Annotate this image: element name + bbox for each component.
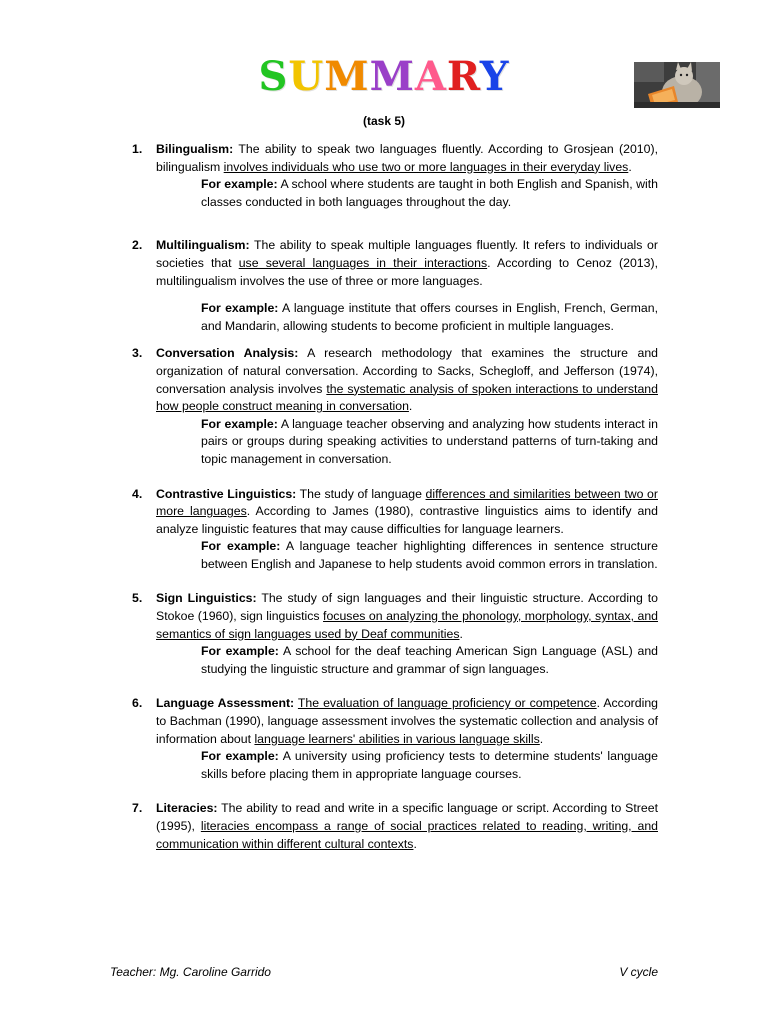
term: Language Assessment: bbox=[156, 696, 295, 711]
definition bbox=[156, 237, 658, 290]
cat-reading-illustration bbox=[634, 62, 720, 108]
term: Literacies: bbox=[156, 801, 218, 816]
item-number: 4. bbox=[132, 486, 143, 501]
example bbox=[201, 416, 658, 469]
cat-reading-photo bbox=[634, 62, 720, 108]
definition-text: The study of sign languages and their linguistic structure. According to Stokoe (1960), sign linguistics bbox=[156, 591, 658, 624]
title-letter: R bbox=[446, 53, 480, 100]
item-number: 2. bbox=[132, 238, 143, 253]
list-item-sign-linguistics bbox=[110, 590, 658, 678]
definition-text: The study of language bbox=[296, 486, 426, 501]
term: Conversation Analysis: bbox=[156, 346, 299, 361]
term: Bilingualism: bbox=[156, 142, 234, 156]
definition-text: The ability to read and write in a specific language or script. According to Street (1995), bbox=[156, 801, 658, 833]
list-item-contrastive-linguistics bbox=[110, 486, 658, 574]
underlined-text: literacies encompass a range of social practices related to reading, writing, and communication within different cultural contexts bbox=[156, 819, 658, 851]
underlined-text: differences and similarities between two or more languages bbox=[156, 486, 658, 519]
title-letter: A bbox=[414, 53, 447, 100]
example-text: A language teacher observing and analyzing how students interact in pairs or groups during speaking activities to understand patterns of turn-taking and topic management in conversation. bbox=[201, 416, 658, 466]
underlined-text: The evaluation of language proficiency or competence bbox=[297, 696, 597, 711]
example-label: For example: bbox=[201, 416, 278, 431]
item-number: 5. bbox=[132, 591, 143, 606]
example-text: A university using proficiency tests to determine students' language skills before placing them in appropriate language courses. bbox=[201, 749, 658, 781]
definition-text: . bbox=[628, 159, 632, 174]
subtitle: (task 5) bbox=[362, 114, 406, 128]
definition-text: A research methodology that examines the structure and organization of natural conversation. According to Sacks, Schegloff, and Jefferson (1974), conversation analysis involves bbox=[156, 346, 658, 396]
example-text: A school for the deaf teaching American Sign Language (ASL) and studying the linguistic structure and grammar of sign languages. bbox=[201, 644, 659, 676]
teacher-name: Teacher: Mg. Caroline Garrido bbox=[110, 965, 271, 979]
underlined-text: use several languages in their interactions bbox=[238, 255, 488, 270]
example-label: For example: bbox=[201, 644, 279, 659]
definition-text: . According to Cenoz (2013), multilingualism involves the use of three or more languages. bbox=[156, 255, 658, 288]
term: Sign Linguistics: bbox=[156, 591, 257, 606]
example bbox=[201, 176, 658, 211]
term: Contrastive Linguistics: bbox=[156, 486, 297, 501]
definition-text: . bbox=[459, 626, 463, 641]
list-item-bilingualism bbox=[110, 141, 658, 211]
title-letter: S bbox=[258, 53, 289, 100]
title-letter: Y bbox=[479, 53, 510, 100]
example bbox=[201, 538, 658, 573]
example-label: For example: bbox=[201, 749, 279, 764]
example-text: A language teacher highlighting differences in sentence structure between English and Japanese to help students avoid common errors in translation. bbox=[201, 539, 658, 571]
definition bbox=[156, 486, 658, 539]
underlined-text: the systematic analysis of spoken interactions to understand how people construct meaning in conversation bbox=[156, 381, 658, 414]
cycle-label: V cycle bbox=[619, 965, 658, 979]
underlined-text: language learners' abilities in various language skills bbox=[254, 731, 540, 746]
definition bbox=[156, 800, 658, 853]
title-letter: M bbox=[369, 53, 415, 100]
example bbox=[201, 643, 658, 678]
term: Multilingualism: bbox=[156, 238, 250, 253]
definition bbox=[156, 590, 658, 643]
underlined-text: focuses on analyzing the phonology, morphology, syntax, and semantics of sign languages used by Deaf communities bbox=[156, 609, 659, 641]
example bbox=[201, 748, 658, 783]
item-number: 6. bbox=[132, 696, 143, 711]
definition-text: . According to James (1980), contrastive linguistics aims to identify and analyze linguistic features that may cause difficulties for language learners. bbox=[156, 504, 658, 536]
example-label: For example: bbox=[201, 301, 279, 316]
title-letter: M bbox=[324, 53, 370, 100]
example bbox=[201, 300, 658, 335]
example-label: For example: bbox=[201, 539, 281, 554]
example-text: A language institute that offers courses in English, French, German, and Mandarin, allowing students to become proficient in multiple languages. bbox=[201, 301, 658, 333]
item-number: 3. bbox=[132, 346, 143, 361]
list-item-conversation-analysis bbox=[110, 345, 658, 468]
example-text: A school where students are taught in both English and Spanish, with classes conducted in both languages throughout the day. bbox=[201, 177, 658, 209]
definition-text: . bbox=[413, 836, 417, 851]
definition bbox=[156, 695, 658, 748]
definition-text: . bbox=[539, 731, 544, 746]
list-item-language-assessment bbox=[110, 695, 658, 783]
definition-text: . According to Bachman (1990), language assessment involves the systematic collection and analysis of information about bbox=[156, 696, 659, 746]
definition-text: The ability to speak multiple languages fluently. It refers to individuals or societies that bbox=[156, 238, 658, 270]
item-number: 7. bbox=[132, 801, 143, 816]
definition-list bbox=[110, 141, 658, 853]
list-item-literacies bbox=[110, 800, 658, 853]
definition bbox=[156, 345, 658, 415]
underlined-text: involves individuals who use two or more languages in their everyday lives bbox=[223, 159, 629, 174]
footer bbox=[110, 965, 658, 979]
definition-text: The ability to speak two languages fluently. According to Grosjean (2010), bilingualism bbox=[156, 142, 658, 174]
example-label: For example: bbox=[201, 177, 278, 192]
definition bbox=[156, 141, 658, 176]
list-item-multilingualism bbox=[110, 237, 658, 335]
definition-text: . bbox=[408, 399, 413, 414]
item-number: 1. bbox=[132, 142, 143, 156]
title-letter: U bbox=[288, 53, 325, 100]
